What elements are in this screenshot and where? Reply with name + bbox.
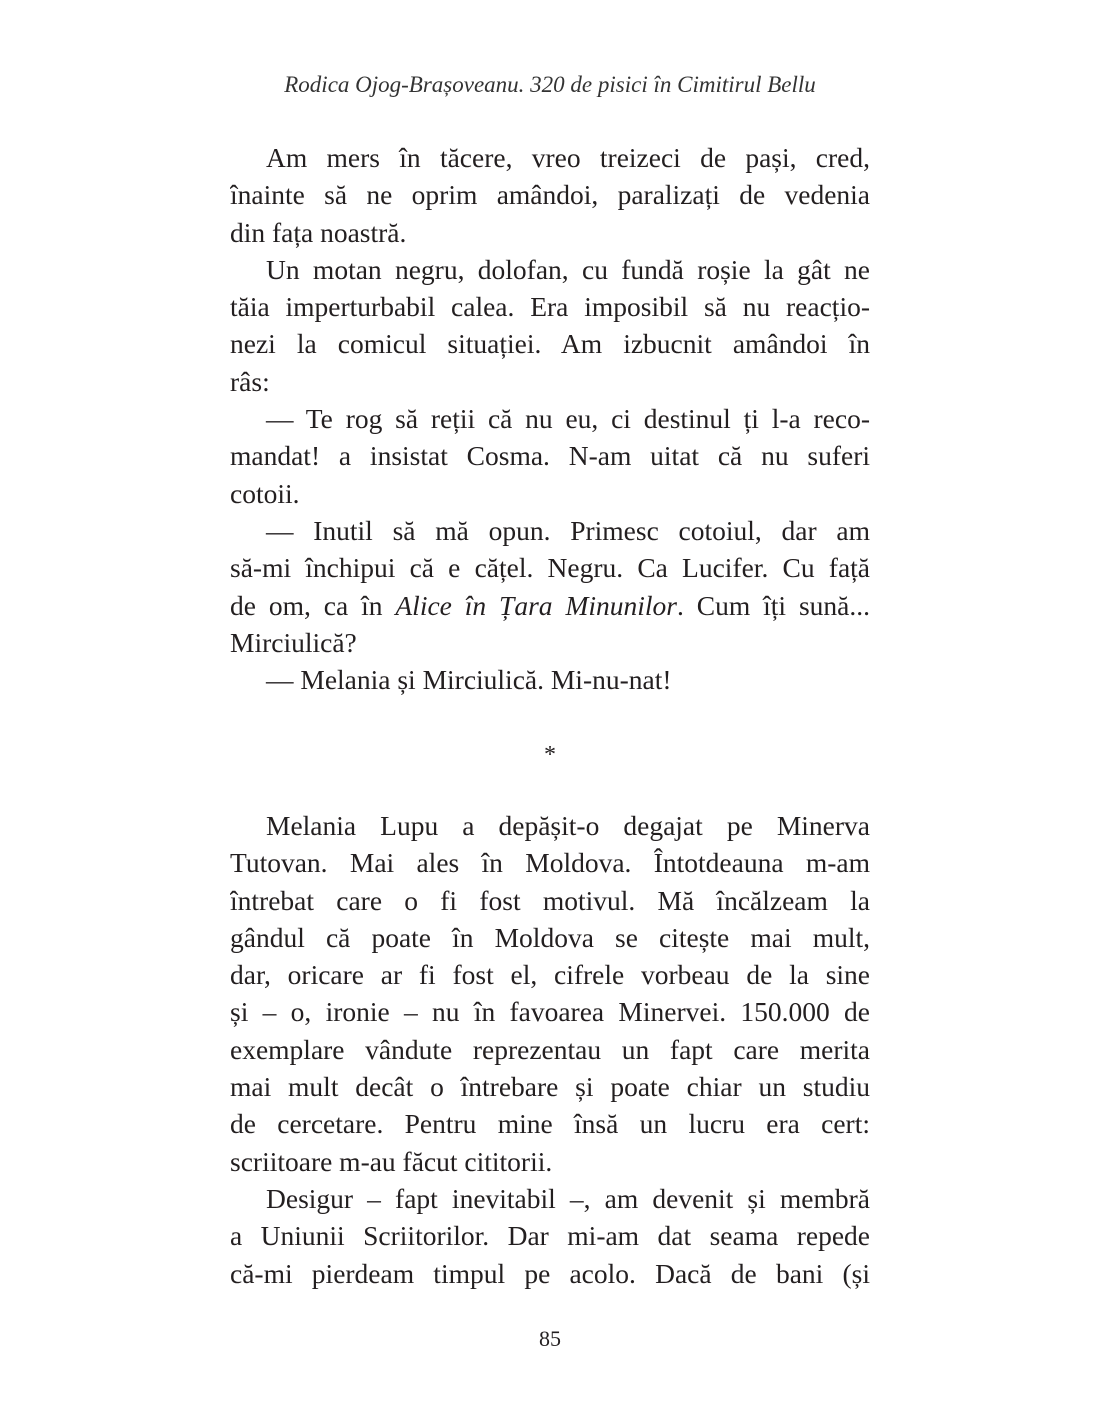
text-line: [230, 807, 870, 844]
text-line: [230, 1255, 870, 1292]
text-run: de om, ca în: [230, 589, 396, 621]
text-run: înainte să ne oprim amândoi, paralizați de vedenia: [230, 179, 870, 211]
text-line: [230, 1217, 870, 1254]
text-run: — Te rog să reții că nu eu, ci destinul ți l-a reco-: [266, 403, 870, 435]
text-run: . Cum îți sună...: [676, 589, 870, 621]
text-line: [230, 844, 870, 881]
text-run: mai mult decât o întrebare și poate chiar un studiu: [230, 1071, 870, 1103]
text-line: [230, 956, 870, 993]
text-run: din fața noastră.: [230, 216, 407, 248]
text-line: [230, 288, 870, 325]
running-header: Rodica Ojog-Brașoveanu. 320 de pisici în Cimitirul Bellu: [284, 72, 816, 97]
italic-title: Alice în Țara Minunilor: [395, 589, 677, 621]
text-line: [230, 661, 870, 698]
text-run: nezi la comicul situației. Am izbucnit amândoi în: [230, 328, 870, 360]
text-line: [230, 882, 870, 919]
text-run: tăia imperturbabil calea. Era imposibil să nu reacțio-: [230, 291, 870, 323]
text-run: Desigur – fapt inevitabil –, am devenit și membră: [266, 1182, 870, 1214]
text-run: scriitoare m-au făcut cititorii.: [230, 1145, 553, 1177]
text-line: [230, 475, 870, 512]
text-line: [230, 437, 870, 474]
text-line: [230, 1068, 870, 1105]
text-block-narrative: [230, 807, 870, 1292]
text-run: să-mi închipui că e cățel. Negru. Ca Lucifer. Cu față: [230, 552, 870, 584]
text-line: [230, 363, 870, 400]
text-line: [230, 1031, 870, 1068]
text-line: [230, 587, 870, 624]
text-run: întrebat care o fi fost motivul. Mă încălzeam la: [230, 884, 870, 916]
text-block-dialogue: [230, 139, 870, 698]
section-separator: *: [544, 742, 556, 768]
text-line: [230, 325, 870, 362]
text-run: exemplare vândute reprezentau un fapt care merita: [230, 1033, 870, 1065]
text-run: — Inutil să mă opun. Primesc cotoiul, dar am: [266, 514, 870, 546]
text-run: râs:: [230, 365, 270, 397]
text-run: de cercetare. Pentru mine însă un lucru era cert:: [230, 1108, 870, 1140]
page-number: 85: [539, 1326, 561, 1351]
text-line: [230, 139, 870, 176]
text-line: [230, 400, 870, 437]
text-run: a Uniunii Scriitorilor. Dar mi-am dat seama repede: [230, 1220, 870, 1252]
text-line: [230, 919, 870, 956]
text-line: [230, 624, 870, 661]
text-run: Tutovan. Mai ales în Moldova. Întotdeauna m-am: [230, 847, 870, 879]
text-run: și – o, ironie – nu în favoarea Minervei. 150.000 de: [230, 996, 870, 1028]
text-run: că-mi pierdeam timpul pe acolo. Dacă de bani (și: [230, 1257, 870, 1289]
text-line: [230, 176, 870, 213]
text-line: [230, 993, 870, 1030]
text-run: Mirciulică?: [230, 626, 357, 658]
text-line: [230, 1180, 870, 1217]
text-run: Melania Lupu a depășit-o degajat pe Minerva: [266, 810, 870, 841]
text-line: [230, 549, 870, 586]
text-run: dar, oricare ar fi fost el, cifrele vorbeau de la sine: [230, 959, 870, 991]
text-run: Un motan negru, dolofan, cu fundă roșie la gât ne: [266, 253, 870, 285]
text-run: cotoii.: [230, 477, 300, 509]
text-line: [230, 251, 870, 288]
text-run: gândul că poate în Moldova se citește mai mult,: [230, 921, 870, 953]
text-run: mandat! a insistat Cosma. N-am uitat că nu suferi: [230, 440, 870, 472]
text-line: [230, 512, 870, 549]
text-line: [230, 1143, 870, 1180]
text-run: — Melania și Mirciulică. Mi-nu-nat!: [266, 664, 672, 696]
text-line: [230, 1105, 870, 1142]
text-line: [230, 214, 870, 251]
text-run: Am mers în tăcere, vreo treizeci de pași, cred,: [266, 142, 870, 173]
